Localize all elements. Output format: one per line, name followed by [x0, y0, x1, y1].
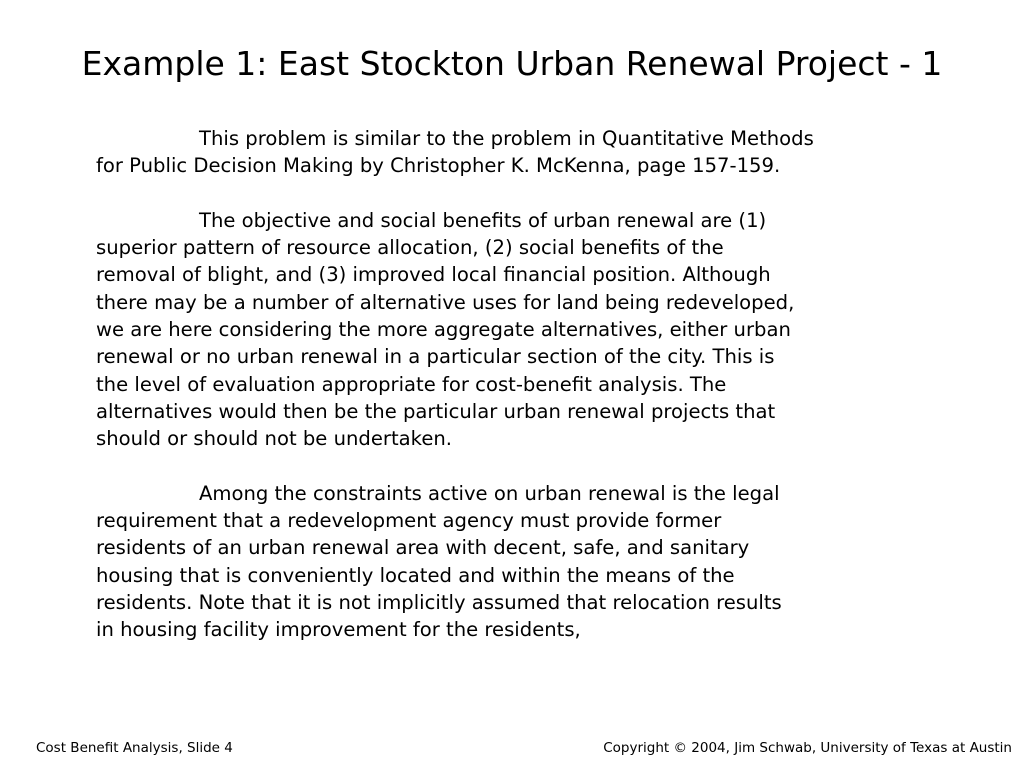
- paragraph-2: The objective and social benefits of urban renewal are (1) superior pattern of resource allocation, (2) social benefits of the removal of blight, and (3) improved local financial position. Although there may be a number of alternative uses for land being redeveloped, we are here considering the more aggregate alternatives, either urban renewal or no urban renewal in a particular section of the city. This is the level of evaluation appropriate for cost-benefit analysis. The alternatives would then be the particular urban renewal projects that should or should not be undertaken.: [96, 208, 795, 451]
- slide-title: Example 1: East Stockton Urban Renewal Project - 1: [81, 44, 943, 83]
- paragraph-3: Among the constraints active on urban renewal is the legal requirement that a redevelopment agency must provide former residents of an urban renewal area with decent, safe, and sanitary housing that is conveniently located and within the means of the residents. Note that it is not implicitly assumed that relocation results in housing facility improvement for the residents,: [96, 481, 782, 642]
- footer-copyright: Copyright © 2004, Jim Schwab, University of Texas at Austin: [603, 740, 1012, 756]
- paragraph-1: This problem is similar to the problem in Quantitative Methods for Public Decision Making by Christopher K. McKenna, page 157-159.: [96, 127, 814, 178]
- footer-slide-label: Cost Benefit Analysis, Slide 4: [36, 740, 233, 756]
- slide-body: [96, 125, 926, 671]
